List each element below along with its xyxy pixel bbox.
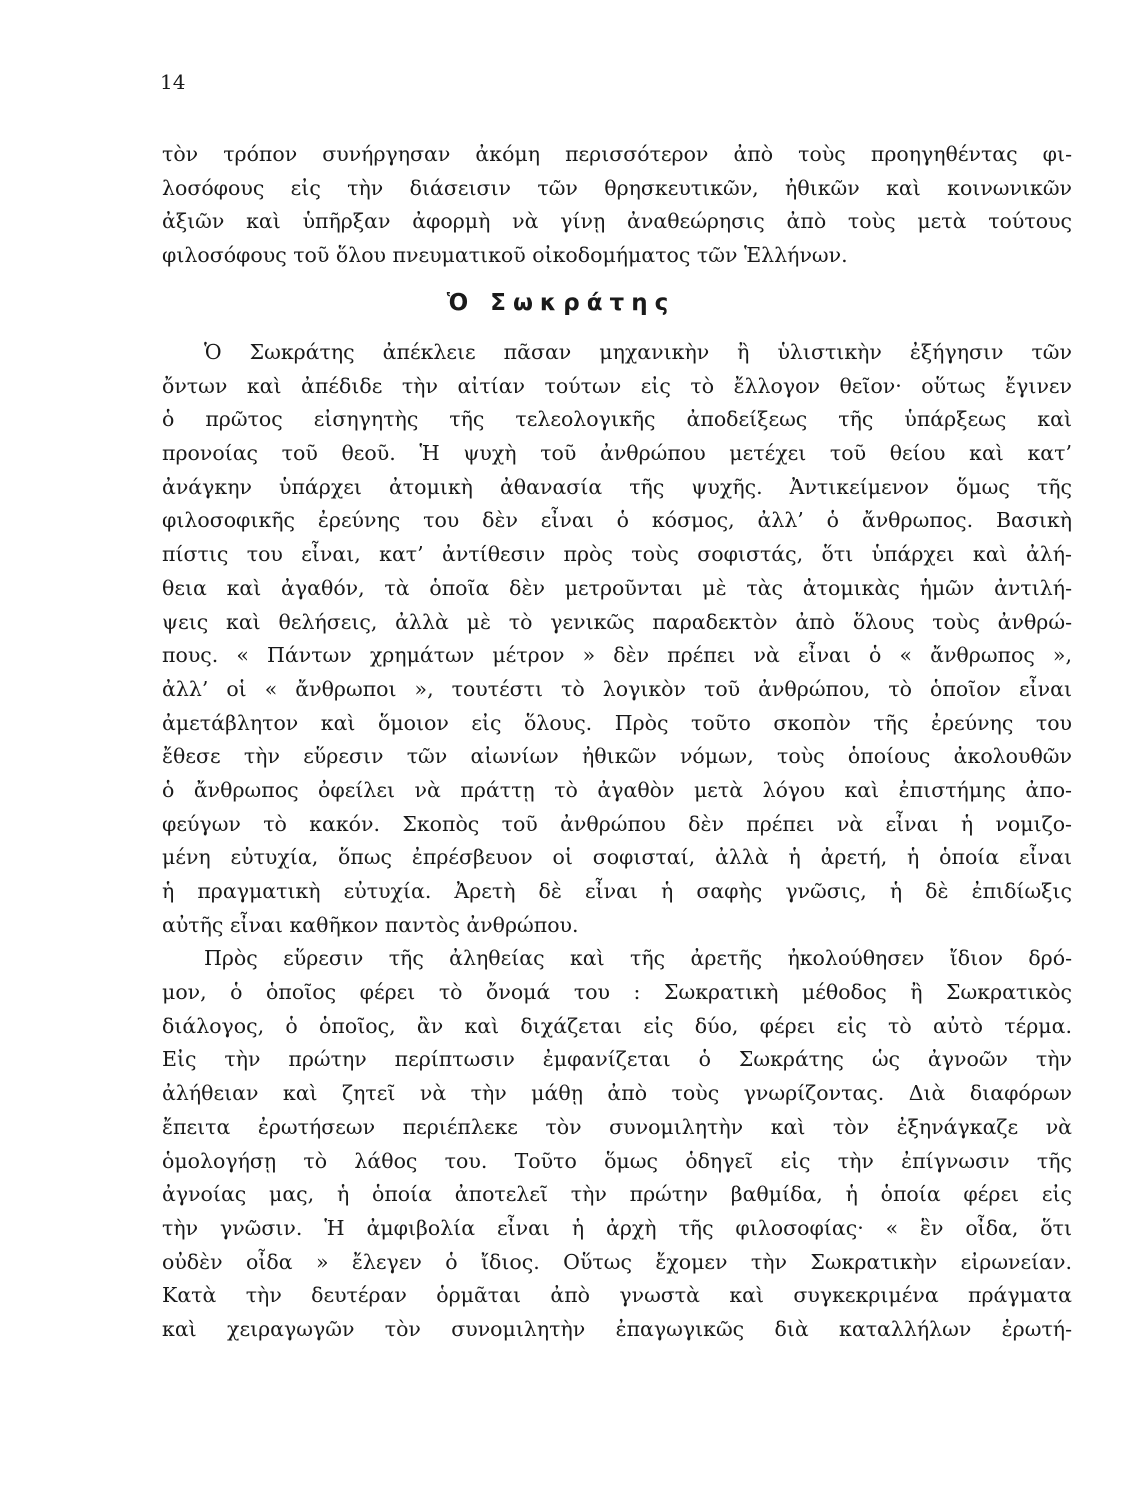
- text-line: φιλοσόφους τοῦ ὅλου πνευματικοῦ οἰκοδομήματος τῶν Ἑλλήνων.: [162, 243, 848, 268]
- text-line: τὴν γνῶσιν. Ἡ ἀμφιβολία εἶναι ἡ ἀρχὴ τῆς φιλοσοφίας· « ἓν οἶδα, ὅτι: [162, 1215, 1072, 1240]
- text-line: μένη εὐτυχία, ὅπως ἐπρέσβευον οἱ σοφισταί, ἀλλὰ ἡ ἀρετή, ἡ ὁποία εἶναι: [162, 845, 1072, 870]
- text-line: θεια καὶ ἀγαθόν, τὰ ὁποῖα δὲν μετροῦνται μὲ τὰς ἀτομικὰς ἡμῶν ἀντιλή-: [162, 575, 1072, 600]
- text-line: ἔθεσε τὴν εὕρεσιν τῶν αἰωνίων ἠθικῶν νόμων, τοὺς ὁποίους ἀκολουθῶν: [162, 744, 1072, 769]
- text-line: Πρὸς εὕρεσιν τῆς ἀληθείας καὶ τῆς ἀρετῆς ἠκολούθησεν ἴδιον δρό-: [204, 946, 1072, 971]
- text-line: οὐδὲν οἶδα » ἔλεγεν ὁ ἴδιος. Οὕτως ἔχομεν τὴν Σωκρατικὴν εἰρωνείαν.: [162, 1249, 1072, 1274]
- text-line: ἀλλ’ οἱ « ἄνθρωποι », τουτέστι τὸ λογικὸν τοῦ ἀνθρώπου, τὸ ὁποῖον εἶναι: [162, 676, 1072, 701]
- intro-paragraph: [162, 138, 1072, 273]
- text-line: ἔπειτα ἐρωτήσεων περιέπλεκε τὸν συνομιλητὴν καὶ τὸν ἐξηνάγκαζε νὰ: [162, 1114, 1072, 1139]
- text-line: διάλογος, ὁ ὁποῖος, ἂν καὶ διχάζεται εἰς δύο, φέρει εἰς τὸ αὐτὸ τέρμα.: [162, 1013, 1072, 1038]
- text-line: φιλοσοφικῆς ἐρεύνης του δὲν εἶναι ὁ κόσμος, ἀλλ’ ὁ ἄνθρωπος. Βασικὴ: [162, 508, 1072, 533]
- text-line: πίστις του εἶναι, κατ’ ἀντίθεσιν πρὸς τοὺς σοφιστάς, ὅτι ὑπάρχει καὶ ἀλή-: [162, 542, 1072, 567]
- text-line: πους. « Πάντων χρημάτων μέτρον » δὲν πρέπει νὰ εἶναι ὁ « ἄνθρωπος »,: [162, 643, 1072, 668]
- text-line: ὁμολογήσῃ τὸ λάθος του. Τοῦτο ὅμως ὁδηγεῖ εἰς τὴν ἐπίγνωσιν τῆς: [162, 1148, 1072, 1173]
- text-line: ὄντων καὶ ἀπέδιδε τὴν αἰτίαν τούτων εἰς τὸ ἔλλογον θεῖον· οὕτως ἔγινεν: [162, 373, 1072, 398]
- page-number: 14: [160, 70, 186, 94]
- text-line: τὸν τρόπον συνήργησαν ἀκόμη περισσότερον ἀπὸ τοὺς προηγηθέντας φι-: [162, 142, 1072, 166]
- text-line: λοσόφους εἰς τὴν διάσεισιν τῶν θρησκευτικῶν, ἠθικῶν καὶ κοινωνικῶν: [162, 175, 1072, 200]
- text-line: καὶ χειραγωγῶν τὸν συνομιλητὴν ἐπαγωγικῶς διὰ καταλλήλων ἐρωτή-: [162, 1316, 1072, 1341]
- text-line: αὐτῆς εἶναι καθῆκον παντὸς ἀνθρώπου.: [162, 912, 579, 937]
- text-line: ἡ πραγματικὴ εὐτυχία. Ἀρετὴ δὲ εἶναι ἡ σαφὴς γνῶσις, ἡ δὲ ἐπιδίωξις: [162, 879, 1072, 903]
- text-line: ἀγνοίας μας, ἡ ὁποία ἀποτελεῖ τὴν πρώτην βαθμίδα, ἡ ὁποία φέρει εἰς: [162, 1182, 1072, 1207]
- text-line: φεύγων τὸ κακόν. Σκοπὸς τοῦ ἀνθρώπου δὲν πρέπει νὰ εἶναι ἡ νομιζο-: [162, 811, 1072, 836]
- body-text: [162, 336, 1072, 1347]
- text-line: ἀνάγκην ὑπάρχει ἀτομικὴ ἀθανασία τῆς ψυχῆς. Ἀντικείμενον ὅμως τῆς: [162, 474, 1072, 499]
- text-line: ψεις καὶ θελήσεις, ἀλλὰ μὲ τὸ γενικῶς παραδεκτὸν ἀπὸ ὅλους τοὺς ἀνθρώ-: [162, 609, 1072, 634]
- text-line: ὁ πρῶτος εἰσηγητὴς τῆς τελεολογικῆς ἀποδείξεως τῆς ὑπάρξεως καὶ: [162, 407, 1072, 432]
- text-line: ἀξιῶν καὶ ὑπῆρξαν ἀφορμὴ νὰ γίνῃ ἀναθεώρησις ἀπὸ τοὺς μετὰ τούτους: [162, 209, 1072, 234]
- text-line: Ὁ Σωκράτης ἀπέκλειε πᾶσαν μηχανικὴν ἢ ὑλιστικὴν ἐξήγησιν τῶν: [204, 340, 1072, 364]
- text-line: προνοίας τοῦ θεοῦ. Ἡ ψυχὴ τοῦ ἀνθρώπου μετέχει τοῦ θείου καὶ κατ’: [162, 441, 1072, 466]
- text-line: ὁ ἄνθρωπος ὀφείλει νὰ πράττῃ τὸ ἀγαθὸν μετὰ λόγου καὶ ἐπιστήμης ἀπο-: [162, 777, 1072, 802]
- section-title: Ὁ Σωκράτης: [446, 290, 676, 316]
- text-line: Κατὰ τὴν δευτέραν ὁρμᾶται ἀπὸ γνωστὰ καὶ συγκεκριμένα πράγματα: [162, 1283, 1072, 1308]
- text-line: Εἰς τὴν πρώτην περίπτωσιν ἐμφανίζεται ὁ Σωκράτης ὡς ἀγνοῶν τὴν: [162, 1047, 1072, 1072]
- text-line: ἀλήθειαν καὶ ζητεῖ νὰ τὴν μάθῃ ἀπὸ τοὺς γνωρίζοντας. Διὰ διαφόρων: [162, 1081, 1072, 1106]
- text-line: ἀμετάβλητον καὶ ὅμοιον εἰς ὅλους. Πρὸς τοῦτο σκοπὸν τῆς ἐρεύνης του: [162, 710, 1072, 735]
- text-line: μον, ὁ ὁποῖος φέρει τὸ ὄνομά του : Σωκρατικὴ μέθοδος ἢ Σωκρατικὸς: [162, 980, 1072, 1005]
